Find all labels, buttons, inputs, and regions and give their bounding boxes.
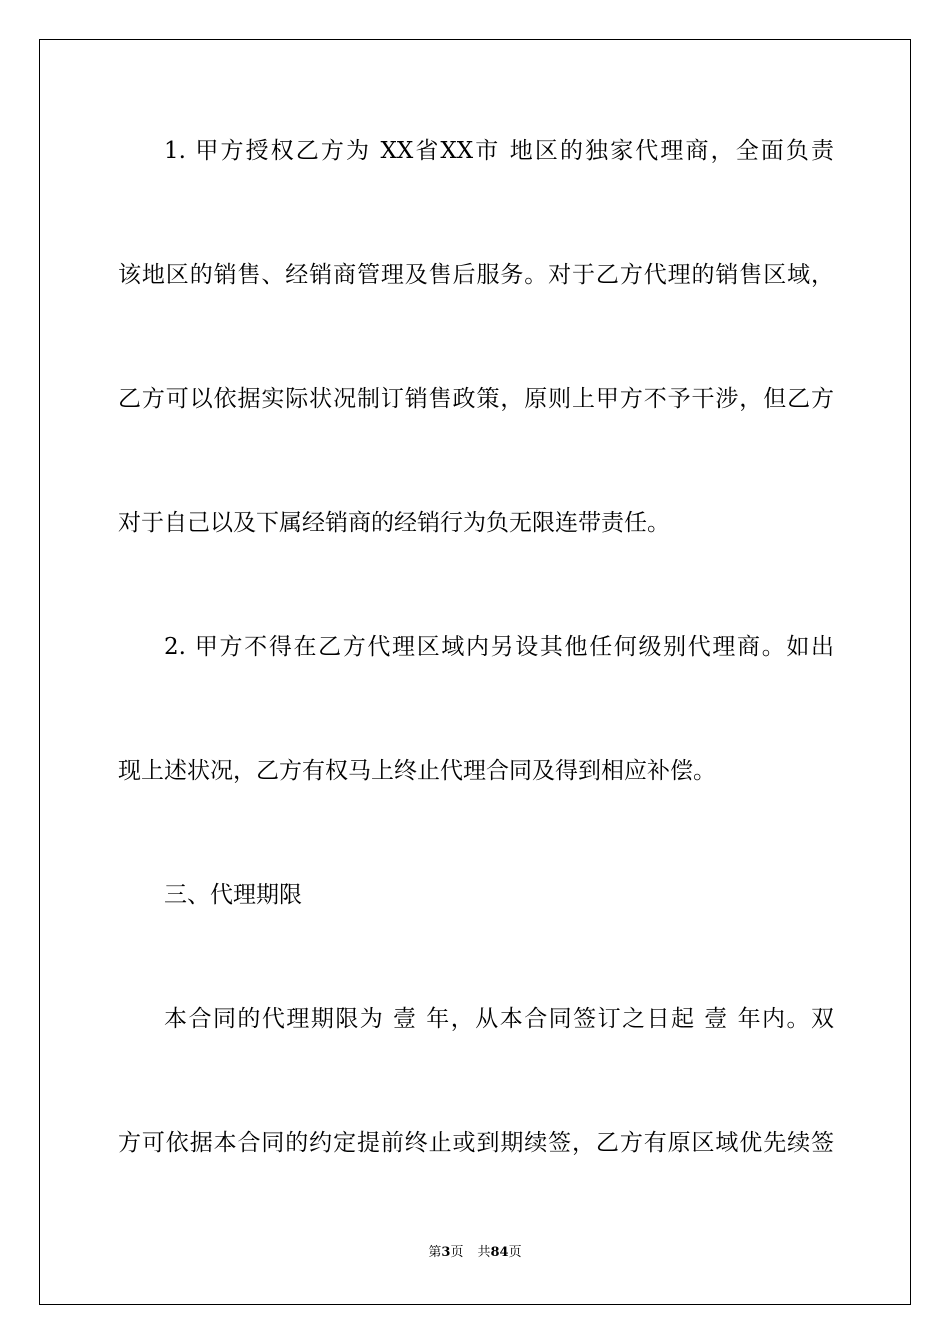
section-heading: 三、代理期限	[164, 882, 302, 908]
paragraph-line: 对于自己以及下属经销商的经销行为负无限连带责任。	[118, 510, 670, 536]
page-border	[39, 39, 911, 1305]
paragraph-line: 乙方可以依据实际状况制订销售政策，原则上甲方不予干涉，但乙方	[118, 386, 834, 412]
paragraph-line: 该地区的销售、经销商管理及售后服务。对于乙方代理的销售区域，	[118, 262, 834, 288]
footer-page-prefix: 第	[428, 1245, 442, 1260]
footer-page-suffix: 页	[450, 1245, 464, 1260]
footer-total-pages: 84	[490, 1245, 509, 1260]
footer-total-suffix: 页	[508, 1245, 522, 1260]
page-footer	[0, 1244, 950, 1262]
footer-page-number: 3	[441, 1245, 451, 1260]
paragraph-line: 2. 甲方不得在乙方代理区域内另设其他任何级别代理商。如出	[164, 634, 834, 660]
paragraph-line: 1. 甲方授权乙方为 XX省XX市 地区的独家代理商，全面负责	[164, 138, 834, 164]
paragraph-line: 方可依据本合同的约定提前终止或到期续签，乙方有原区域优先续签	[118, 1130, 834, 1156]
paragraph-line: 现上述状况，乙方有权马上终止代理合同及得到相应补偿。	[118, 758, 716, 784]
paragraph-line: 本合同的代理期限为 壹 年，从本合同签订之日起 壹 年内。双	[164, 1006, 834, 1032]
footer-total-prefix: 共	[477, 1245, 491, 1260]
